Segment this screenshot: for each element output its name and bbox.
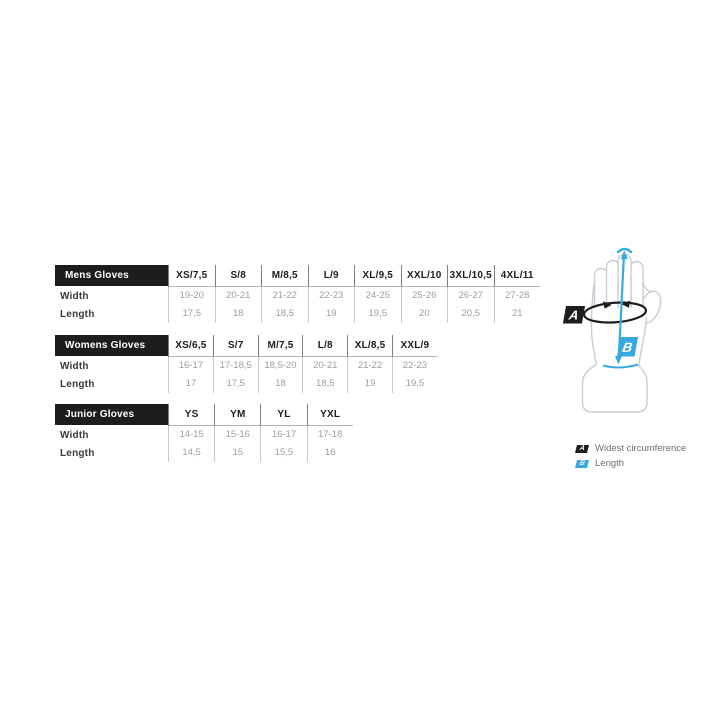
width-value-cell: 19-20: [168, 287, 215, 305]
size-header-cell: YXL: [307, 404, 353, 426]
legend-label: Widest circumference: [595, 443, 687, 454]
width-value-cell: 20-21: [215, 287, 262, 305]
length-value-cell: 19: [308, 305, 355, 323]
length-value-cell: 20: [401, 305, 448, 323]
glove-measurement-diagram: [556, 244, 720, 444]
width-value-cell: 14-15: [168, 426, 214, 444]
width-value-cell: 17-18: [307, 426, 353, 444]
row-label-width: Width: [60, 360, 89, 372]
legend-label: Length: [595, 458, 625, 469]
width-value-cell: 24-25: [354, 287, 401, 305]
width-value-cell: 15-16: [214, 426, 260, 444]
width-value-cell: 17-18,5: [213, 357, 258, 375]
width-value-cell: 22-23: [392, 357, 437, 375]
size-header-cell: YS: [168, 404, 214, 426]
size-header-cell: XL/9,5: [354, 265, 401, 287]
width-value-cell: 16-17: [168, 357, 213, 375]
length-value-cell: 14,5: [168, 444, 214, 462]
width-value-cell: 26-27: [447, 287, 494, 305]
size-header-cell: S/8: [215, 265, 262, 287]
length-value-cell: 18,5: [302, 375, 347, 393]
length-value-cell: 16: [307, 444, 353, 462]
row-label-width: Width: [60, 290, 89, 302]
width-value-cell: 25-26: [401, 287, 448, 305]
glove-outline: [644, 284, 652, 292]
length-value-cell: 19,5: [392, 375, 437, 393]
a-label-badge: [563, 306, 585, 324]
length-value-cell: 18: [258, 375, 303, 393]
table-title: Junior Gloves: [55, 404, 168, 425]
length-value-cell: 18,5: [261, 305, 308, 323]
width-value-cell: 20-21: [302, 357, 347, 375]
a-chip-icon: A: [575, 445, 589, 453]
row-label-width: Width: [60, 429, 89, 441]
svg-text:A: A: [567, 307, 580, 323]
size-header-cell: L/8: [302, 335, 347, 357]
size-header-cell: L/9: [308, 265, 355, 287]
size-header-cell: M/7,5: [258, 335, 303, 357]
length-value-cell: 17,5: [213, 375, 258, 393]
size-header-cell: YL: [260, 404, 306, 426]
row-label-length: Length: [60, 447, 95, 459]
b-chip-icon: B: [575, 460, 589, 468]
legend-row-b: [576, 458, 686, 469]
row-label-length: Length: [60, 308, 95, 320]
width-value-cell: 21-22: [347, 357, 392, 375]
size-header-cell: XXL/9: [392, 335, 437, 357]
length-value-cell: 20,5: [447, 305, 494, 323]
table-title: Mens Gloves: [55, 265, 168, 286]
size-header-cell: S/7: [213, 335, 258, 357]
size-header-cell: XS/7,5: [168, 265, 215, 287]
size-header-cell: M/8,5: [261, 265, 308, 287]
length-value-cell: 21: [494, 305, 541, 323]
size-header-cell: XS/6,5: [168, 335, 213, 357]
width-value-cell: 18,5-20: [258, 357, 303, 375]
size-header-cell: YM: [214, 404, 260, 426]
size-header-cell: 4XL/11: [494, 265, 541, 287]
length-value-cell: 15: [214, 444, 260, 462]
mens-gloves-table: [55, 265, 540, 323]
width-value-cell: 21-22: [261, 287, 308, 305]
length-value-cell: 15,5: [260, 444, 306, 462]
size-header-cell: 3XL/10,5: [447, 265, 494, 287]
size-header-cell: XXL/10: [401, 265, 448, 287]
junior-gloves-table: [55, 404, 353, 462]
length-value-cell: 17: [168, 375, 213, 393]
length-value-cell: 19,5: [354, 305, 401, 323]
length-value-cell: 19: [347, 375, 392, 393]
b-label-badge: [617, 337, 638, 357]
row-label-length: Length: [60, 378, 95, 390]
length-value-cell: 18: [215, 305, 262, 323]
table-title: Womens Gloves: [55, 335, 168, 356]
legend-row-a: [576, 443, 686, 454]
width-value-cell: 16-17: [260, 426, 306, 444]
length-value-cell: 17,5: [168, 305, 215, 323]
svg-text:B: B: [621, 340, 634, 355]
measurement-legend: [576, 443, 686, 473]
womens-gloves-table: [55, 335, 437, 393]
width-value-cell: 27-28: [494, 287, 541, 305]
width-value-cell: 22-23: [308, 287, 355, 305]
size-header-cell: XL/8,5: [347, 335, 392, 357]
